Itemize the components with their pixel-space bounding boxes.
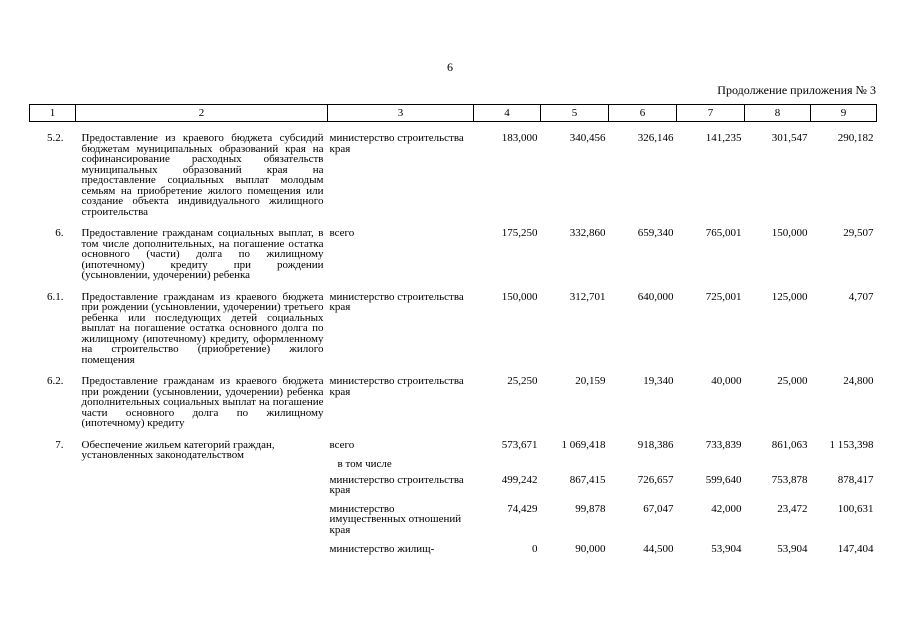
value-cell: 42,000 bbox=[711, 502, 742, 515]
row-description: Предоставление гражданам из краевого бюджета при рождении (усыновлении, удочерении) ребенка дополнительных социальных выплат на погашение части основного долга по жилищному (ипотечному) кредиту bbox=[81, 375, 324, 429]
value-cell: 175,250 bbox=[501, 227, 538, 239]
row-description: Предоставление гражданам социальных выплат, в том числе дополнительных, на погашение остатка основного (части) долга по жилищному (ипотечному) кредиту при рождении (усыновлении, удочерении) ребенка bbox=[81, 227, 324, 281]
header-cell: 1 bbox=[30, 105, 76, 122]
value-cell: 659,340 bbox=[637, 227, 674, 239]
value-cell: 918,386 bbox=[637, 438, 674, 451]
value-cell: 878,417 bbox=[837, 473, 874, 486]
header-cell: 8 bbox=[745, 105, 811, 122]
value-cell: 100,631 bbox=[837, 502, 874, 515]
row-description: Обеспечение жильем категорий граждан, установленных законодательством bbox=[81, 438, 275, 461]
value-cell: 290,182 bbox=[837, 132, 874, 144]
value-cell: 53,904 bbox=[777, 543, 808, 555]
value-cell: 301,547 bbox=[771, 132, 808, 144]
value-cell: 867,415 bbox=[569, 473, 606, 486]
value-cell: 312,701 bbox=[569, 290, 606, 303]
header-cell: 9 bbox=[811, 105, 877, 122]
row-executor: всего bbox=[329, 438, 355, 451]
value-cell: 20,159 bbox=[575, 375, 606, 387]
value-cell: 150,000 bbox=[501, 290, 538, 303]
value-cell: 733,839 bbox=[705, 438, 742, 451]
value-cell: 340,456 bbox=[569, 132, 606, 144]
table-row bbox=[30, 228, 877, 281]
header-cell: 3 bbox=[328, 105, 474, 122]
value-cell: 599,640 bbox=[705, 473, 742, 486]
value-cell: 861,063 bbox=[771, 438, 808, 451]
value-cell: 4,707 bbox=[848, 290, 874, 303]
header-cell: 7 bbox=[677, 105, 745, 122]
value-cell: 765,001 bbox=[705, 227, 742, 239]
table-row bbox=[30, 133, 877, 217]
value-cell: 74,429 bbox=[507, 502, 538, 515]
row-number: 7. bbox=[55, 438, 64, 451]
value-cell: 23,472 bbox=[777, 502, 808, 515]
page-number: 6 bbox=[447, 60, 453, 74]
value-cell: 25,250 bbox=[507, 375, 538, 387]
row-number: 6.1. bbox=[47, 290, 64, 303]
header-cell: 2 bbox=[76, 105, 328, 122]
row-executor: всего bbox=[329, 227, 355, 239]
value-cell: 332,860 bbox=[569, 227, 606, 239]
row-executor: министерство строительства края bbox=[329, 375, 464, 398]
row-executor: министерство строительства края bbox=[329, 132, 464, 155]
value-cell: 183,000 bbox=[501, 132, 538, 144]
value-cell: 44,500 bbox=[643, 543, 674, 555]
value-cell: 725,001 bbox=[705, 290, 742, 303]
row-executor: министерство жилищ- bbox=[329, 543, 435, 555]
value-cell: 573,671 bbox=[501, 438, 538, 451]
value-cell: 326,146 bbox=[637, 132, 674, 144]
row-executor: министерство имущественных отношений края bbox=[329, 502, 462, 536]
including-label: в том числе bbox=[337, 458, 392, 470]
value-cell: 40,000 bbox=[711, 375, 742, 387]
table-row bbox=[30, 440, 877, 451]
header-cell: 4 bbox=[474, 105, 541, 122]
value-cell: 726,657 bbox=[637, 473, 674, 486]
value-cell: 29,507 bbox=[843, 227, 874, 239]
header-row bbox=[30, 105, 877, 122]
table-row bbox=[30, 376, 877, 429]
row-executor: министерство строительства края bbox=[329, 473, 464, 496]
row-executor: министерство строительства края bbox=[329, 290, 464, 313]
value-cell: 25,000 bbox=[777, 375, 808, 387]
value-cell: 141,235 bbox=[705, 132, 742, 144]
appendix-note: Продолжение приложения № 3 bbox=[717, 83, 876, 97]
row-description: Предоставление из краевого бюджета субсидий бюджетам муниципальных образований края на софинансирование расходных обязательств муниципальных образований края на предоставление социальных выплат молодым семьям на приобретение жилого помещения или создание объекта индивидуального жилищного строительства bbox=[81, 132, 324, 218]
header-cell: 6 bbox=[609, 105, 677, 122]
row-description: Предоставление гражданам из краевого бюджета при рождении (усыновлении, удочерении) третьего ребенка или последующих детей социальных выплат на погашение остатка основного долга по жилищному (ипотечному) кредиту, оформленному на строительство (приобретение) жилого помещения bbox=[81, 290, 324, 366]
row-number: 5.2. bbox=[47, 132, 64, 144]
value-cell: 67,047 bbox=[643, 502, 674, 515]
row-number: 6.2. bbox=[47, 375, 64, 387]
row-number: 6. bbox=[55, 227, 64, 239]
value-cell: 1 069,418 bbox=[561, 438, 606, 451]
header-cell: 5 bbox=[541, 105, 609, 122]
value-cell: 150,000 bbox=[771, 227, 808, 239]
value-cell: 90,000 bbox=[575, 543, 606, 555]
value-cell: 1 153,398 bbox=[829, 438, 874, 451]
value-cell: 640,000 bbox=[637, 290, 674, 303]
value-cell: 19,340 bbox=[643, 375, 674, 387]
value-cell: 0 bbox=[532, 543, 538, 555]
value-cell: 53,904 bbox=[711, 543, 742, 555]
value-cell: 753,878 bbox=[771, 473, 808, 486]
value-cell: 24,800 bbox=[843, 375, 874, 387]
value-cell: 125,000 bbox=[771, 290, 808, 303]
table-row bbox=[30, 292, 877, 366]
value-cell: 147,404 bbox=[837, 543, 874, 555]
value-cell: 499,242 bbox=[501, 473, 538, 486]
program-table bbox=[29, 104, 877, 555]
value-cell: 99,878 bbox=[575, 502, 606, 515]
